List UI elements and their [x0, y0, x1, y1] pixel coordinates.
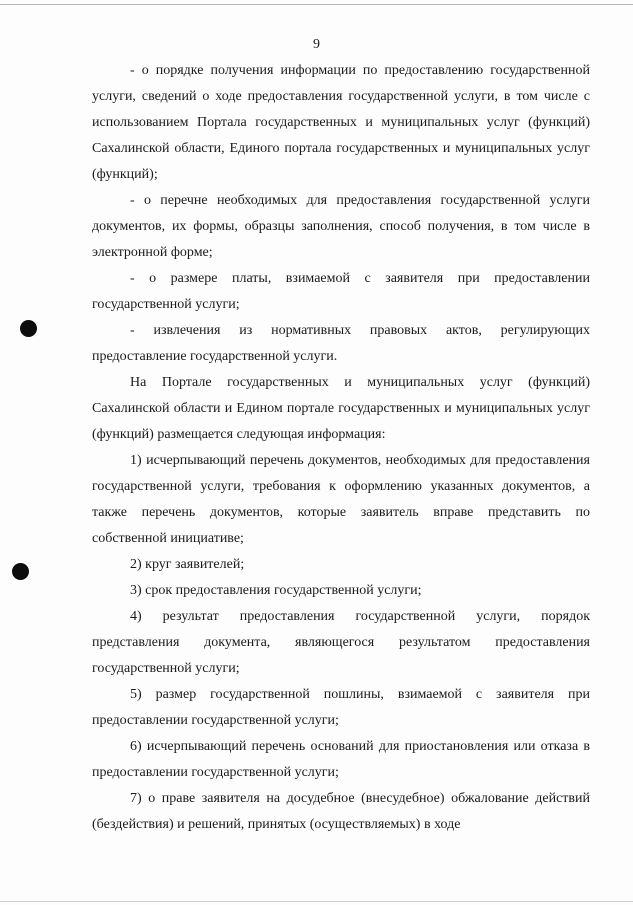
paragraph: - извлечения из нормативных правовых актов, регулирующих предоставление государственной услуги.	[92, 323, 590, 364]
paragraph: 6) исчерпывающий перечень оснований для приостановления или отказа в предоставлении государственной услуги;	[92, 739, 590, 780]
paragraph: 3) срок предоставления государственной услуги;	[130, 583, 422, 598]
punch-hole	[20, 320, 37, 337]
paragraph: 1) исчерпывающий перечень документов, необходимых для предоставления государственной услуги, требования к оформлению указанных документов, а также перечень документов, которые заявитель вправе представить по собственной инициативе;	[92, 453, 590, 546]
paragraph: 7) о праве заявителя на досудебное (внесудебное) обжалование действий (бездействия) и решений, принятых (осуществляемых) в ходе	[92, 791, 590, 832]
punch-hole	[12, 563, 29, 580]
scan-edge-bottom	[0, 901, 633, 902]
paragraph: На Портале государственных и муниципальных услуг (функций) Сахалинской области и Едином портале государственных и муниципальных услуг (функций) размещается следующая информация:	[92, 375, 590, 442]
paragraph: - о размере платы, взимаемой с заявителя при предоставлении государственной услуги;	[92, 271, 590, 312]
paragraph: 5) размер государственной пошлины, взимаемой с заявителя при предоставлении государственной услуги;	[92, 687, 590, 728]
document-body	[92, 58, 590, 838]
paragraph: - о порядке получения информации по предоставлению государственной услуги, сведений о ходе предоставления государственной услуги, в том числе с использованием Портала государственных и муниципальных услуг (функций) Сахалинской области, Единого портала государственных и муниципальных услуг (функций);	[92, 63, 590, 182]
paragraph: 2) круг заявителей;	[130, 557, 245, 572]
scan-edge-top	[0, 4, 633, 5]
paragraph: 4) результат предоставления государственной услуги, порядок представления документа, являющегося результатом предоставления государственной услуги;	[92, 609, 590, 676]
paragraph: - о перечне необходимых для предоставления государственной услуги документов, их формы, образцы заполнения, способ получения, в том числе в электронной форме;	[92, 193, 590, 260]
page-number: 9	[313, 37, 320, 52]
